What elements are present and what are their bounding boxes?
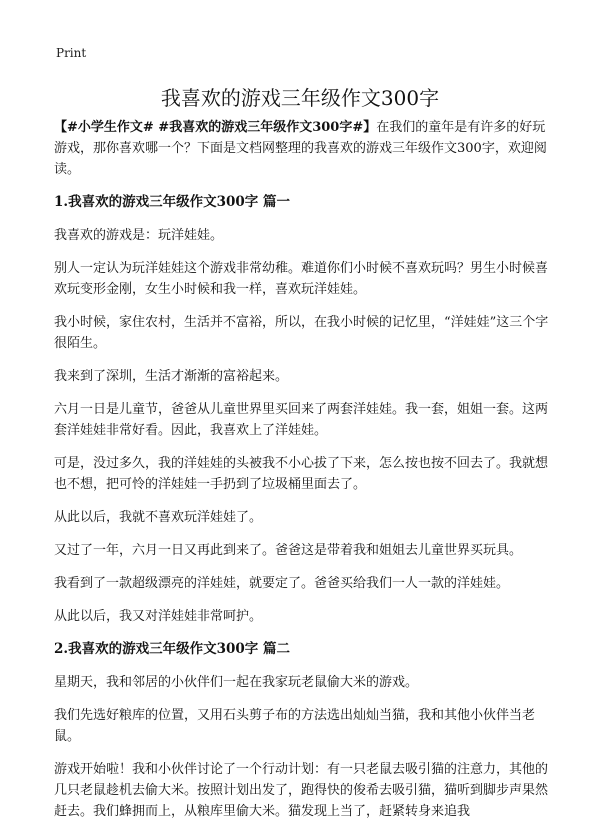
intro-text: 在我们的童年是有许多的好玩游戏，那你喜欢哪一个？下面是文档网整理的我喜欢的游戏三年级作文300字，欢迎阅读。 xyxy=(54,120,547,177)
paragraph: 我小时候，家住农村，生活并不富裕，所以，在我小时候的记忆里，“洋娃娃”这三个字很陌生。 xyxy=(54,315,549,351)
paragraph: 从此以后，我又对洋娃娃非常呵护。 xyxy=(54,609,263,624)
section-heading-2: 2.我喜欢的游戏三年级作文300字 篇二 xyxy=(54,641,290,657)
paragraph: 从此以后，我就不喜欢玩洋娃娃了。 xyxy=(54,510,263,525)
paragraph: 我来到了深圳，生活才渐渐的富裕起来。 xyxy=(54,369,289,384)
paragraph: 又过了一年，六月一日又再此到来了。爸爸这是带着我和姐姐去儿童世界买玩具。 xyxy=(54,543,523,558)
article-body xyxy=(54,117,554,834)
paragraph: 我喜欢的游戏是：玩洋娃娃。 xyxy=(54,228,224,243)
section-heading-1: 1.我喜欢的游戏三年级作文300字 篇一 xyxy=(54,194,290,210)
print-label: Print xyxy=(56,46,87,60)
paragraph: 我们先选好粮库的位置，又用石头剪子布的方法选出灿灿当猫，我和其他小伙伴当老鼠。 xyxy=(54,708,536,744)
intro-paragraph xyxy=(54,117,554,180)
paragraph: 游戏开始啦！我和小伙伴讨论了一个行动计划：有一只老鼠去吸引猫的注意力，其他的几只老鼠趁机去偷大米。按照计划出发了，跑得快的俊希去吸引猫，猫听到脚步声果然赶去。我们蜂拥而上，从粮库里偷大米。猫发现上当了，赶紧转身来追我 xyxy=(54,762,549,819)
paragraph: 我看到了一款超级漂亮的洋娃娃，就要定了。爸爸买给我们一人一款的洋娃娃。 xyxy=(54,576,510,591)
paragraph: 可是，没过多久，我的洋娃娃的头被我不小心拔了下来，怎么按也按不回去了。我就想也不想，把可怜的洋娃娃一手扔到了垃圾桶里面去了。 xyxy=(54,456,549,492)
paragraph: 别人一定认为玩洋娃娃这个游戏非常幼稚。难道你们小时候不喜欢玩吗？男生小时候喜欢玩变形金刚，女生小时候和我一样，喜欢玩洋娃娃。 xyxy=(54,261,549,297)
paragraph: 星期天，我和邻居的小伙伴们一起在我家玩老鼠偷大米的游戏。 xyxy=(54,675,419,690)
paragraph: 六月一日是儿童节，爸爸从儿童世界里买回来了两套洋娃娃。我一套，姐姐一套。这两套洋娃娃非常好看。因此，我喜欢上了洋娃娃。 xyxy=(54,402,549,438)
page-title: 我喜欢的游戏三年级作文300字 xyxy=(160,86,440,110)
intro-tag: 【#小学生作文# #我喜欢的游戏三年级作文300字#】 xyxy=(54,120,377,135)
